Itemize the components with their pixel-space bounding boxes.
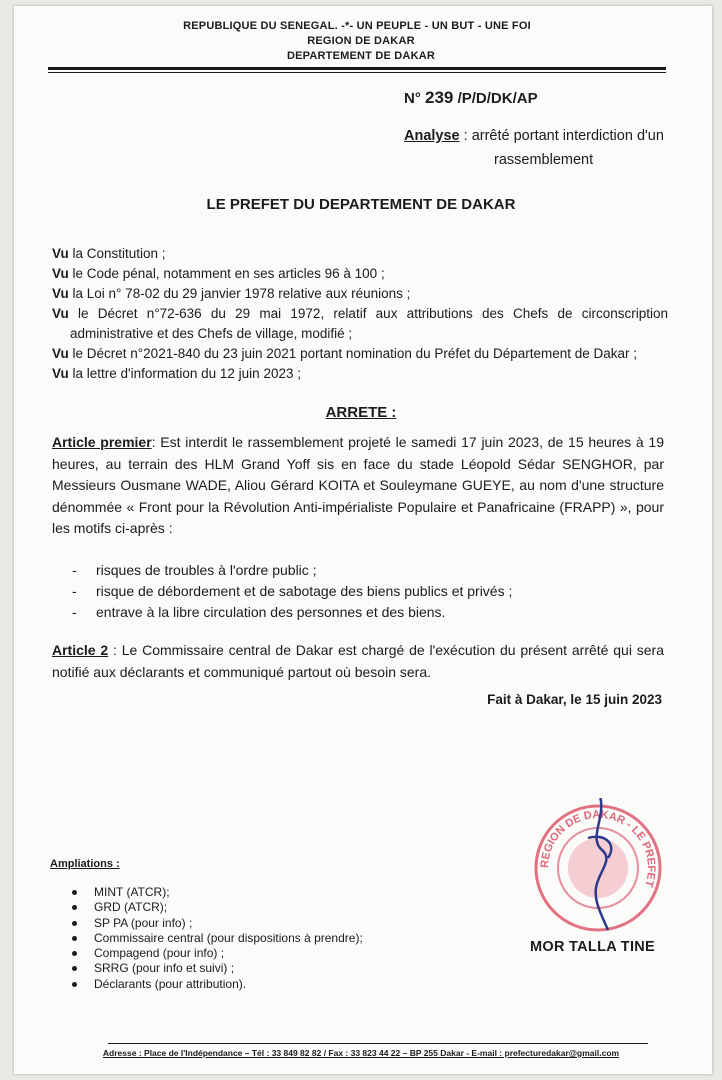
motif-text: risque de débordement et de sabotage des biens publics et privés ; (96, 583, 513, 599)
ampliation-item (72, 977, 363, 992)
visa-label: Vu (52, 306, 69, 321)
place-date: Fait à Dakar, le 15 juin 2023 (487, 692, 662, 707)
ampliation-item (72, 885, 363, 900)
visa-text: la Loi n° 78-02 du 29 janvier 1978 relative aux réunions ; (68, 286, 411, 301)
arrete-heading: ARRETE : (325, 404, 397, 421)
header-region: REGION DE DAKAR (307, 35, 415, 47)
article-2-text: : Le Commissaire central de Dakar est chargé de l'exécution du présent arrêté qui sera notifié aux déclarants et communiqué partout où besoin sera. (52, 642, 665, 680)
motifs-list (72, 560, 662, 623)
motif-text: risques de troubles à l'ordre public ; (96, 562, 317, 578)
bullet-icon (72, 890, 77, 895)
prefecture-stamp (528, 798, 668, 938)
ampliations-list (72, 885, 363, 992)
ampliation-item (72, 961, 363, 976)
bullet-icon (72, 951, 77, 956)
reference-prefix: N° (404, 90, 421, 107)
stamp-text: REGION DE DAKAR - LE PREFET (538, 808, 658, 889)
visa-label: Vu (52, 246, 69, 261)
ampliation-item (72, 946, 363, 961)
analyse-text-line1: : arrêté portant interdiction d'un (459, 128, 664, 144)
visa-label: Vu (52, 366, 69, 381)
article-premier (52, 432, 664, 540)
visa-text: le Décret n°72-636 du 29 mai 1972, relatif aux attributions des Chefs de circonscription (68, 306, 668, 321)
visa-continuation: administrative et des Chefs de village, modifié ; (70, 326, 353, 341)
bullet-icon (72, 921, 77, 926)
visa-label: Vu (52, 346, 69, 361)
ampliation-item (72, 916, 363, 931)
visa-item (52, 264, 668, 284)
visa-item (52, 304, 668, 324)
article-2-label: Article 2 (52, 642, 109, 658)
header-republic: REPUBLIQUE DU SENEGAL. -*- UN PEUPLE - UN BUT - UNE FOI (183, 20, 531, 32)
visa-label: Vu (52, 266, 69, 281)
header-rule-thin (48, 72, 666, 73)
ampliation-text: Commissaire central (pour dispositions à prendre); (94, 930, 363, 945)
analyse-block (404, 124, 674, 172)
reference-value: 239 (425, 88, 454, 107)
ampliations-title: Ampliations : (50, 858, 120, 870)
ampliation-item (72, 931, 363, 946)
motif-item: - risques de troubles à l'ordre public ; (72, 562, 317, 578)
header-department: DEPARTEMENT DE DAKAR (286, 50, 436, 62)
ampliation-text: MINT (ATCR); (94, 885, 170, 899)
visa-item (52, 344, 668, 364)
visa-text: la Constitution ; (68, 246, 166, 261)
visa-text: la lettre d'information du 12 juin 2023 ; (68, 366, 301, 381)
motif-text: entrave à la libre circulation des personnes et des biens. (96, 604, 446, 620)
ampliation-text: Compagend (pour info) ; (94, 946, 225, 961)
ampliation-text: SRRG (pour info et suivi) ; (94, 961, 235, 976)
footer-address: Adresse : Place de l'Indépendance – Tél : 33 849 82 82 / Fax : 33 823 44 22 – BP 255 Dakar - E-mail : prefecturedakar@gmail.com (102, 1048, 620, 1058)
bullet-icon (72, 936, 77, 941)
ampliation-item (72, 900, 363, 915)
visa-item (52, 364, 668, 384)
visas-list (52, 244, 668, 384)
visa-item (52, 284, 668, 304)
bullet-icon (72, 982, 77, 987)
analyse-text-line2: rassemblement (494, 152, 594, 168)
article-2 (52, 640, 664, 683)
ampliation-text: GRD (ATCR); (94, 900, 168, 915)
ampliation-text: Déclarants (pour attribution). (94, 976, 247, 991)
analyse-label: Analyse (404, 128, 460, 144)
visa-label: Vu (52, 286, 69, 301)
document-title: LE PREFET DU DEPARTEMENT DE DAKAR (206, 196, 516, 213)
visa-text: le Décret n°2021-840 du 23 juin 2021 portant nomination du Préfet du Département de Dakar ; (68, 346, 638, 361)
bullet-icon (72, 966, 77, 971)
ampliation-text: SP PA (pour info) ; (94, 915, 193, 930)
article-premier-text: : Est interdit le rassemblement projeté le samedi 17 juin 2023, de 15 heures à 19 heures, au terrain des HLM Grand Yoff sis en face du stade Léopold Sédar SENGHOR, par Messieurs Ousmane WADE, Aliou Gérard KOITA et Souleymane GUEYE, au nom d'une structure dénommée « Front pour la Révolution Anti-impérialiste Populaire et Panafricaine (FRAPP) », pour les motifs ci-après : (52, 434, 664, 536)
motif-item: - entrave à la libre circulation des personnes et des biens. (72, 604, 446, 620)
article-premier-label: Article premier (52, 434, 152, 450)
header-rule-thick (48, 67, 666, 70)
visa-text: le Code pénal, notamment en ses articles 96 à 100 ; (68, 266, 385, 281)
signatory-name: MOR TALLA TINE (530, 939, 656, 955)
visa-item (52, 244, 668, 264)
bullet-icon (72, 905, 77, 910)
reference-number (404, 88, 538, 108)
motif-item: - risque de débordement et de sabotage des biens publics et privés ; (72, 583, 513, 599)
reference-suffix: /P/D/DK/AP (457, 90, 538, 107)
footer-rule (108, 1043, 648, 1044)
